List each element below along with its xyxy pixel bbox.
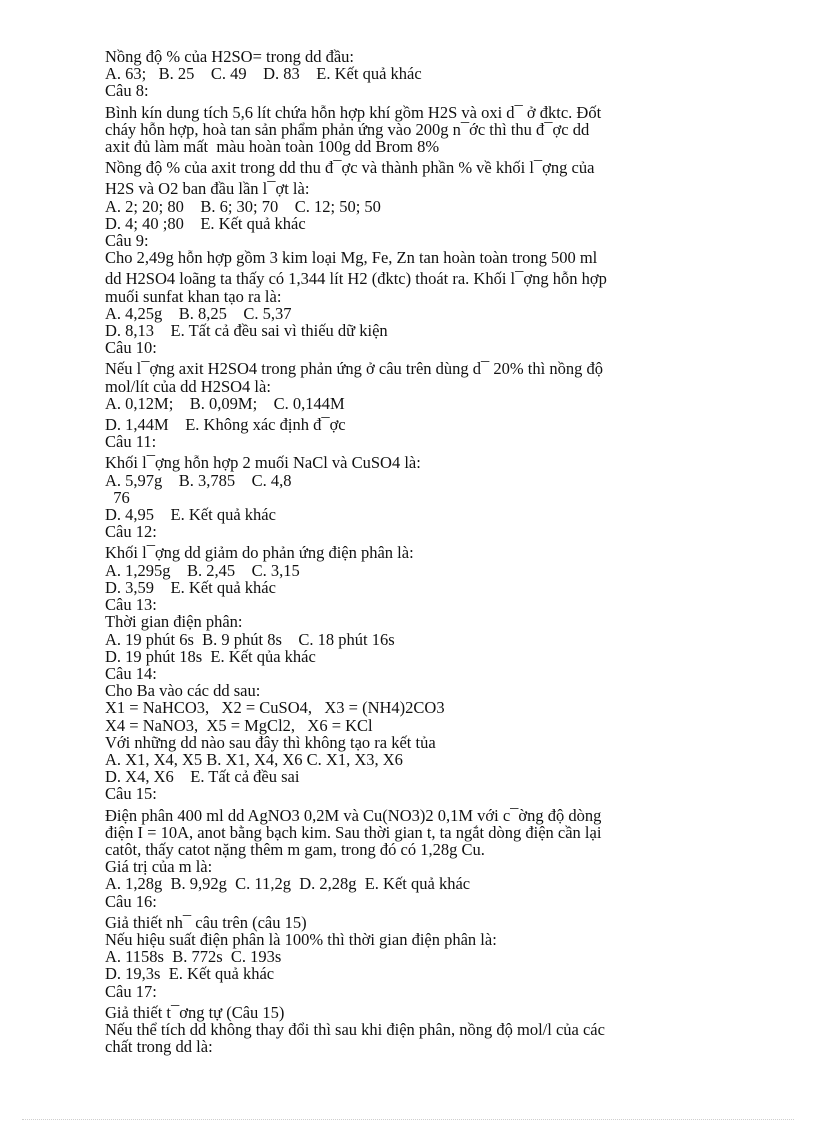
- text-line: axit đủ làm mất màu hoàn toàn 100g dd Brom 8%: [105, 137, 440, 157]
- text-line: Nếu hiệu suất điện phân là 100% thì thời gian điện phân là:: [105, 929, 497, 949]
- text-line: D. 3,59 E. Kết quả khác: [105, 577, 276, 597]
- text-line: Bình kín dung tích 5,6 lít chứa hỗn hợp khí gồm H2S và oxi d¯ ở đktc. Đốt: [105, 102, 602, 122]
- text-line: D. X4, X6 E. Tất cả đều sai: [105, 767, 300, 787]
- text-line: D. 19,3s E. Kết quả khác: [105, 964, 275, 984]
- text-line: Câu 11:: [105, 432, 157, 452]
- text-line: Nếu thể tích dd không thay đổi thì sau khi điện phân, nồng độ mol/l của các: [105, 1019, 605, 1039]
- text-line: Thời gian điện phân:: [105, 612, 243, 632]
- text-line: A. X1, X4, X5 B. X1, X4, X6 C. X1, X3, X6: [105, 749, 403, 769]
- text-line: A. 1,28g B. 9,92g C. 11,2g D. 2,28g E. Kết quả khác: [105, 874, 471, 894]
- text-line: A. 1158s B. 772s C. 193s: [105, 947, 282, 967]
- text-line: A. 19 phút 6s B. 9 phút 8s C. 18 phút 16s: [105, 629, 395, 649]
- text-line: Nếu l¯ợng axit H2SO4 trong phản ứng ở câu trên dùng d¯ 20% thì nồng độ: [105, 359, 603, 379]
- text-line: D. 4,95 E. Kết quả khác: [105, 505, 276, 525]
- text-line: Giá trị của m là:: [105, 857, 213, 877]
- text-line: Nồng độ % của H2SO= trong dd đầu:: [105, 47, 354, 66]
- text-line: Câu 16:: [105, 891, 157, 911]
- text-line: Giả thiết nh¯ câu trên (câu 15): [105, 912, 307, 932]
- text-line: Câu 9:: [105, 231, 149, 251]
- text-line: A. 4,25g B. 8,25 C. 5,37: [105, 303, 292, 323]
- text-line: điện I = 10A, anot bằng bạch kim. Sau thời gian t, ta ngắt dòng điện cần lại: [105, 822, 602, 842]
- text-line: muối sunfat khan tạo ra là:: [105, 286, 282, 306]
- text-line: Câu 8:: [105, 81, 149, 101]
- text-line: A. 63; B. 25 C. 49 D. 83 E. Kết quả khác: [105, 64, 422, 84]
- text-line: D. 4; 40 ;80 E. Kết quả khác: [105, 213, 306, 233]
- text-line: A. 0,12M; B. 0,09M; C. 0,144M: [105, 393, 345, 413]
- text-line: catôt, thấy catot nặng thêm m gam, trong đó có 1,28g Cu.: [105, 839, 485, 859]
- text-line: Cho Ba vào các dd sau:: [105, 681, 261, 701]
- text-line: X1 = NaHCO3, X2 = CuSO4, X3 = (NH4)2CO3: [105, 698, 445, 718]
- text-line: A. 2; 20; 80 B. 6; 30; 70 C. 12; 50; 50: [105, 196, 381, 216]
- text-line: Nồng độ % của axit trong dd thu đ¯ợc và thành phần % về khối l¯ợng của: [105, 158, 595, 178]
- text-line: D. 19 phút 18s E. Kết qủa khác: [105, 646, 316, 666]
- text-line: Khối l¯ợng dd giảm do phản ứng điện phân là:: [105, 543, 414, 563]
- text-line: Câu 10:: [105, 338, 157, 358]
- text-line: D. 8,13 E. Tất cả đều sai vì thiếu dữ kiện: [105, 321, 388, 341]
- text-line: Cho 2,49g hỗn hợp gồm 3 kim loại Mg, Fe, Zn tan hoàn toàn trong 500 ml: [105, 248, 598, 268]
- text-line: Với những dd nào sau đây thì không tạo ra kết tủa: [105, 732, 436, 752]
- text-line: Câu 15:: [105, 784, 157, 804]
- text-line: X4 = NaNO3, X5 = MgCl2, X6 = KCl: [105, 715, 373, 735]
- text-line: cháy hỗn hợp, hoà tan sản phẩm phản ứng vào 200g n¯ớc thì thu đ¯ợc dd: [105, 119, 590, 139]
- text-line: Câu 14:: [105, 663, 157, 683]
- text-line: A. 5,97g B. 3,785 C. 4,8: [105, 470, 292, 490]
- text-line: D. 1,44M E. Không xác định đ¯ợc: [105, 415, 346, 435]
- text-line: Câu 12:: [105, 522, 157, 542]
- text-line: A. 1,295g B. 2,45 C. 3,15: [105, 560, 300, 580]
- text-line: H2S và O2 ban đầu lần l¯ợt là:: [105, 179, 310, 199]
- text-line: Khối l¯ợng hỗn hợp 2 muối NaCl và CuSO4 là:: [105, 453, 421, 473]
- text-line: 76: [105, 487, 130, 507]
- text-line: chất trong dd là:: [105, 1037, 213, 1057]
- page-footer-divider: [22, 1119, 794, 1120]
- text-line: Giả thiết t¯ơng tự (Câu 15): [105, 1002, 285, 1022]
- text-line: Câu 17:: [105, 981, 157, 1001]
- text-line: Điện phân 400 ml dd AgNO3 0,2M và Cu(NO3)2 0,1M với c¯ờng độ dòng: [105, 805, 602, 825]
- text-line: Câu 13:: [105, 595, 157, 615]
- document-body: [105, 48, 705, 1055]
- text-line: dd H2SO4 loãng ta thấy có 1,344 lít H2 (đktc) thoát ra. Khối l¯ợng hỗn hợp: [105, 269, 607, 289]
- text-line: mol/lít của dd H2SO4 là:: [105, 376, 271, 396]
